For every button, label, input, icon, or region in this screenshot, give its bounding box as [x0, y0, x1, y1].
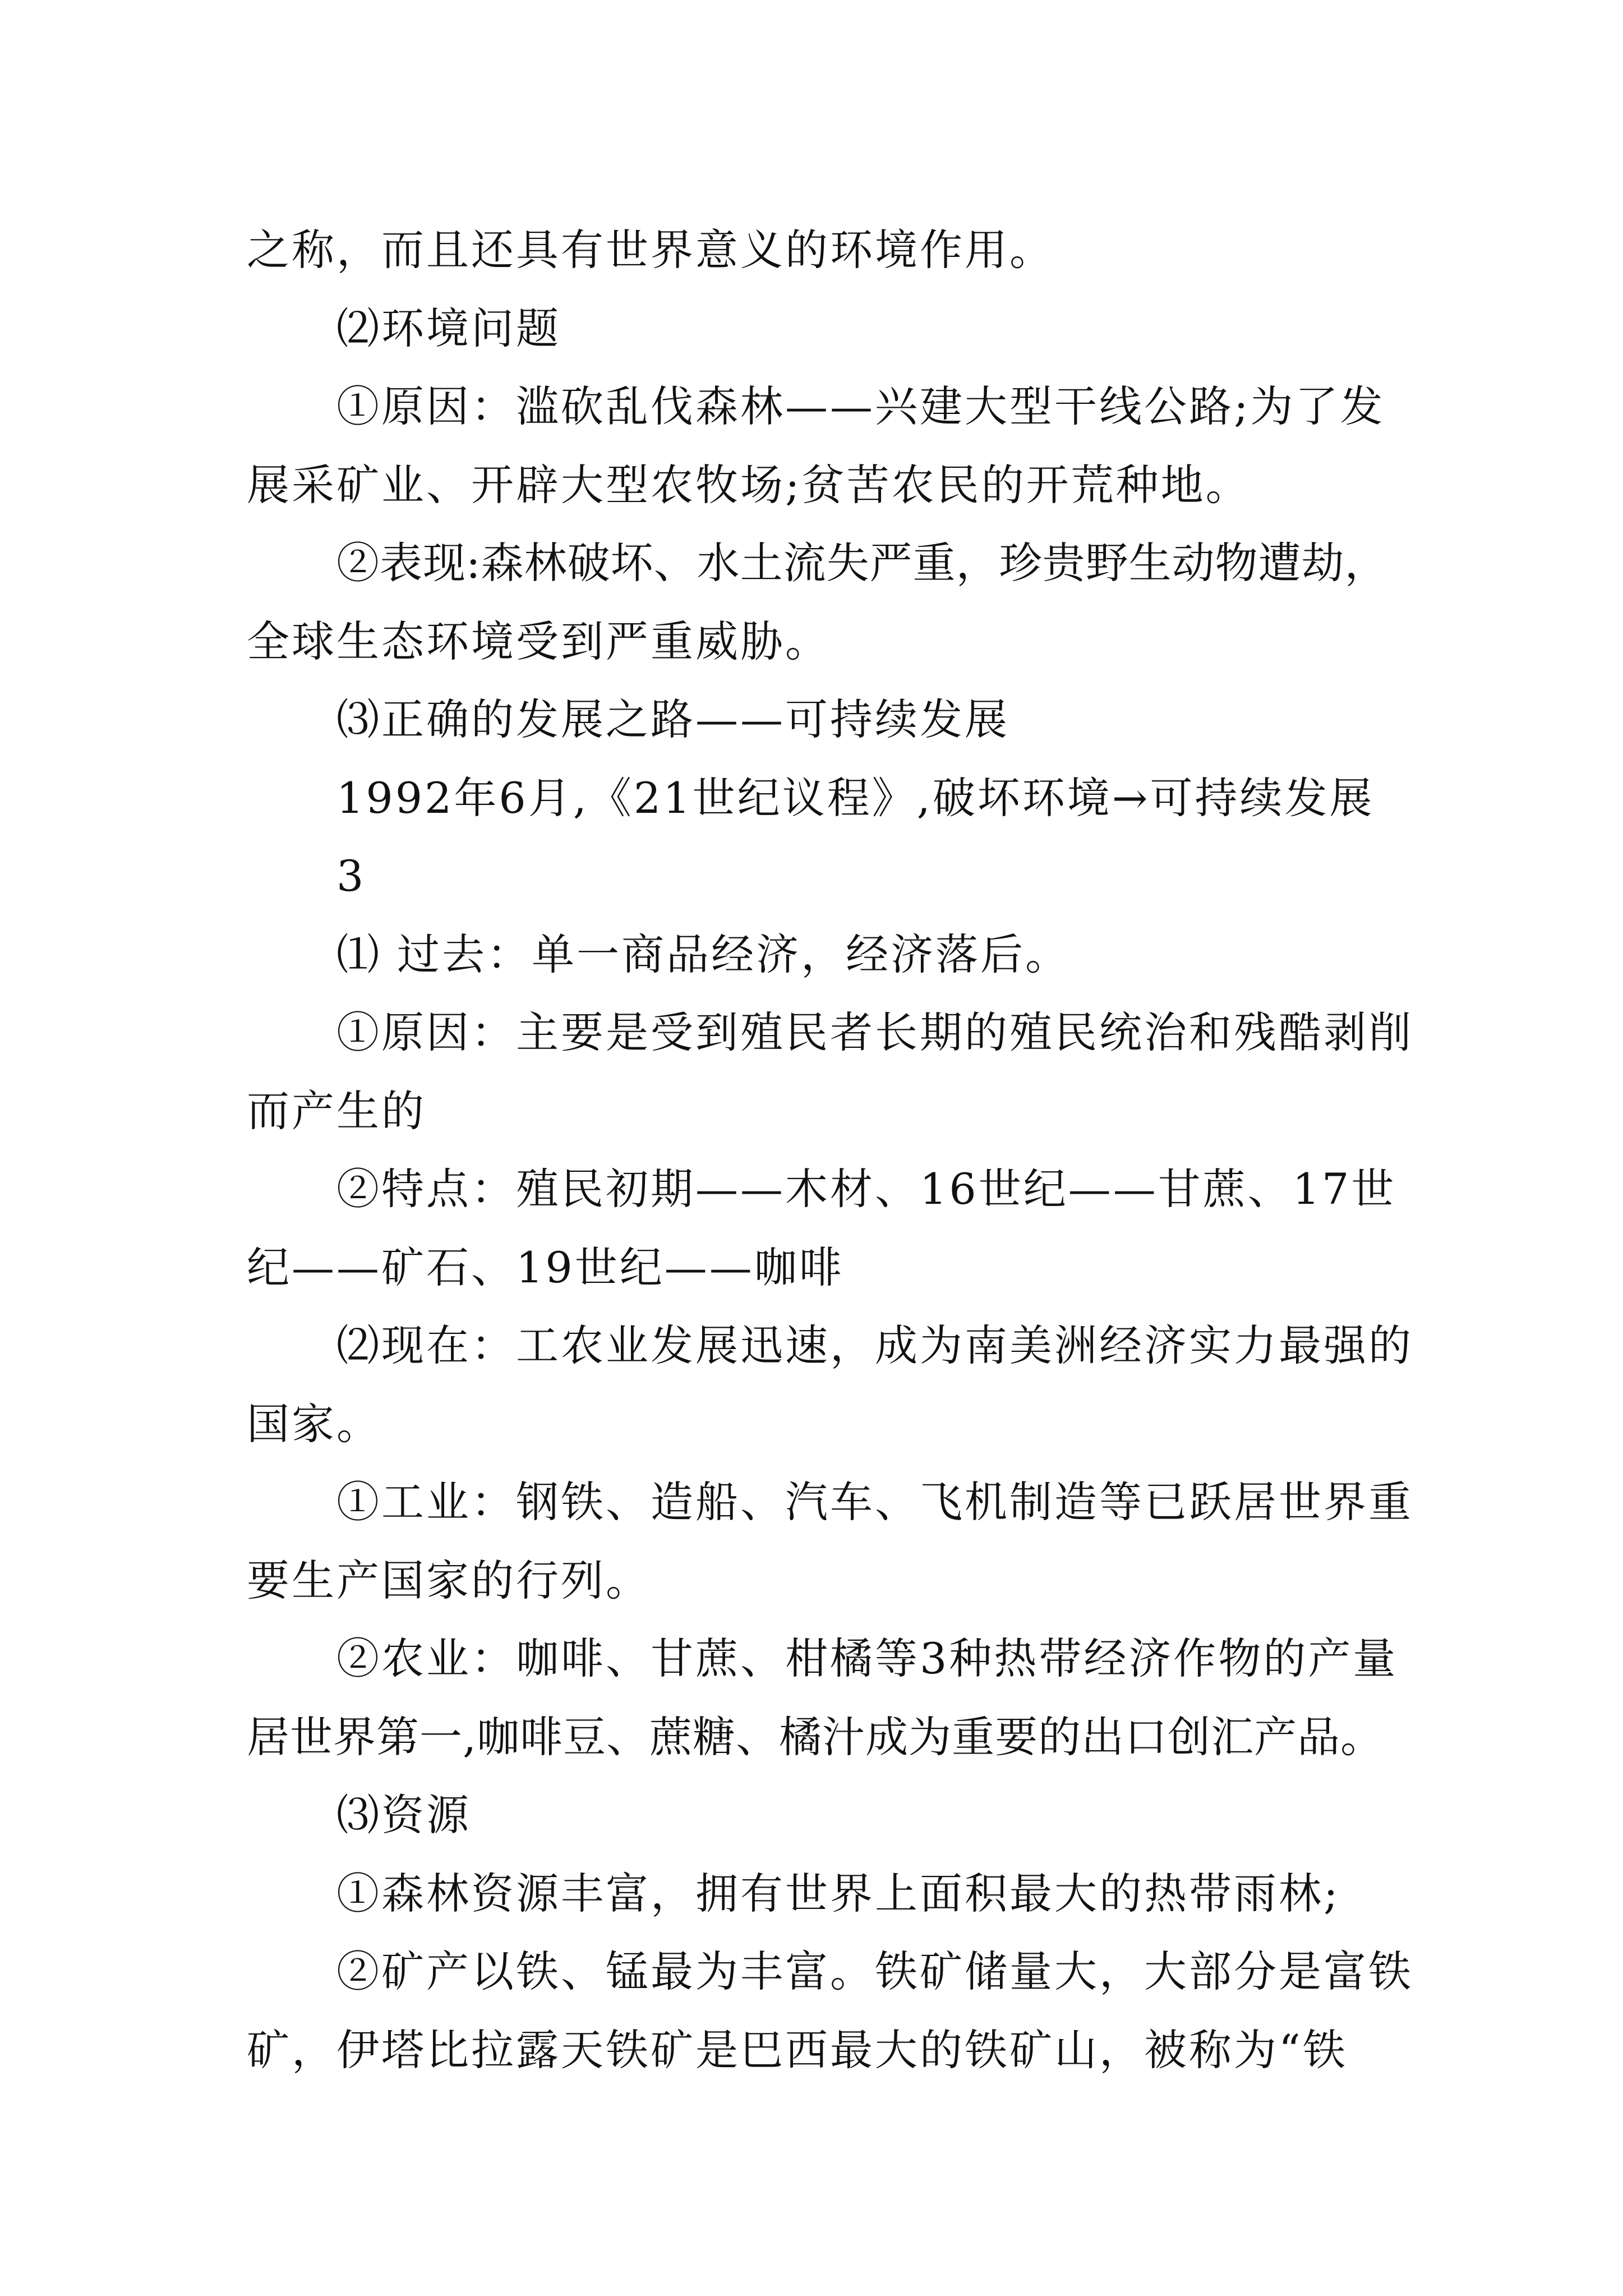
text-line: 矿，伊塔比拉露天铁矿是巴西最大的铁矿山，被称为“铁	[247, 2024, 1348, 2075]
text-line: 而产生的	[247, 1085, 426, 1136]
text-line: 要生产国家的行列。	[247, 1555, 651, 1605]
section-heading: ⑵现在：工农业发展迅速，成为南美洲经济实力最强的	[336, 1320, 1413, 1370]
text-line: ②表现:森林破坏、水土流失严重，珍贵野生动物遭劫，	[336, 538, 1388, 588]
section-heading: ⑵环境问题	[336, 303, 561, 353]
text-line: ①原因：主要是受到殖民者长期的殖民统治和残酷剥削	[336, 1007, 1413, 1057]
document-body	[247, 211, 1413, 2089]
text-line: 纪——矿石、19世纪——咖啡	[247, 1242, 844, 1292]
section-number: 3	[336, 851, 366, 901]
text-line: 全球生态环境受到严重威胁。	[247, 616, 830, 666]
text-line: 国家。	[247, 1398, 381, 1449]
text-line: 展采矿业、开辟大型农牧场;贫苦农民的开荒种地。	[247, 459, 1251, 510]
section-heading: ⑶资源	[336, 1790, 471, 1840]
text-line: 之称，而且还具有世界意义的环境作用。	[247, 225, 1054, 275]
section-heading: ⑴ 过去：单一商品经济，经济落后。	[336, 929, 1071, 979]
text-line: 1992年6月,《21世纪议程》,破坏环境→可持续发展	[336, 772, 1375, 823]
text-line: ①工业：钢铁、造船、汽车、飞机制造等已跃居世界重	[336, 1477, 1413, 1527]
text-line: ②特点：殖民初期——木材、16世纪——甘蔗、17世	[336, 1164, 1396, 1214]
text-line: ②矿产以铁、锰最为丰富。铁矿储量大，大部分是富铁	[336, 1947, 1413, 1996]
text-line: ①原因：滥砍乱伐森林——兴建大型干线公路;为了发	[336, 381, 1385, 431]
text-line: ①森林资源丰富，拥有世界上面积最大的热带雨林;	[336, 1868, 1340, 1918]
text-line: 居世界第一,咖啡豆、蔗糖、橘汁成为重要的出口创汇产品。	[247, 1711, 1384, 1762]
section-heading: ⑶正确的发展之路——可持续发展	[336, 694, 1009, 744]
text-line: ②农业：咖啡、甘蔗、柑橘等3种热带经济作物的产量	[336, 1634, 1398, 1683]
